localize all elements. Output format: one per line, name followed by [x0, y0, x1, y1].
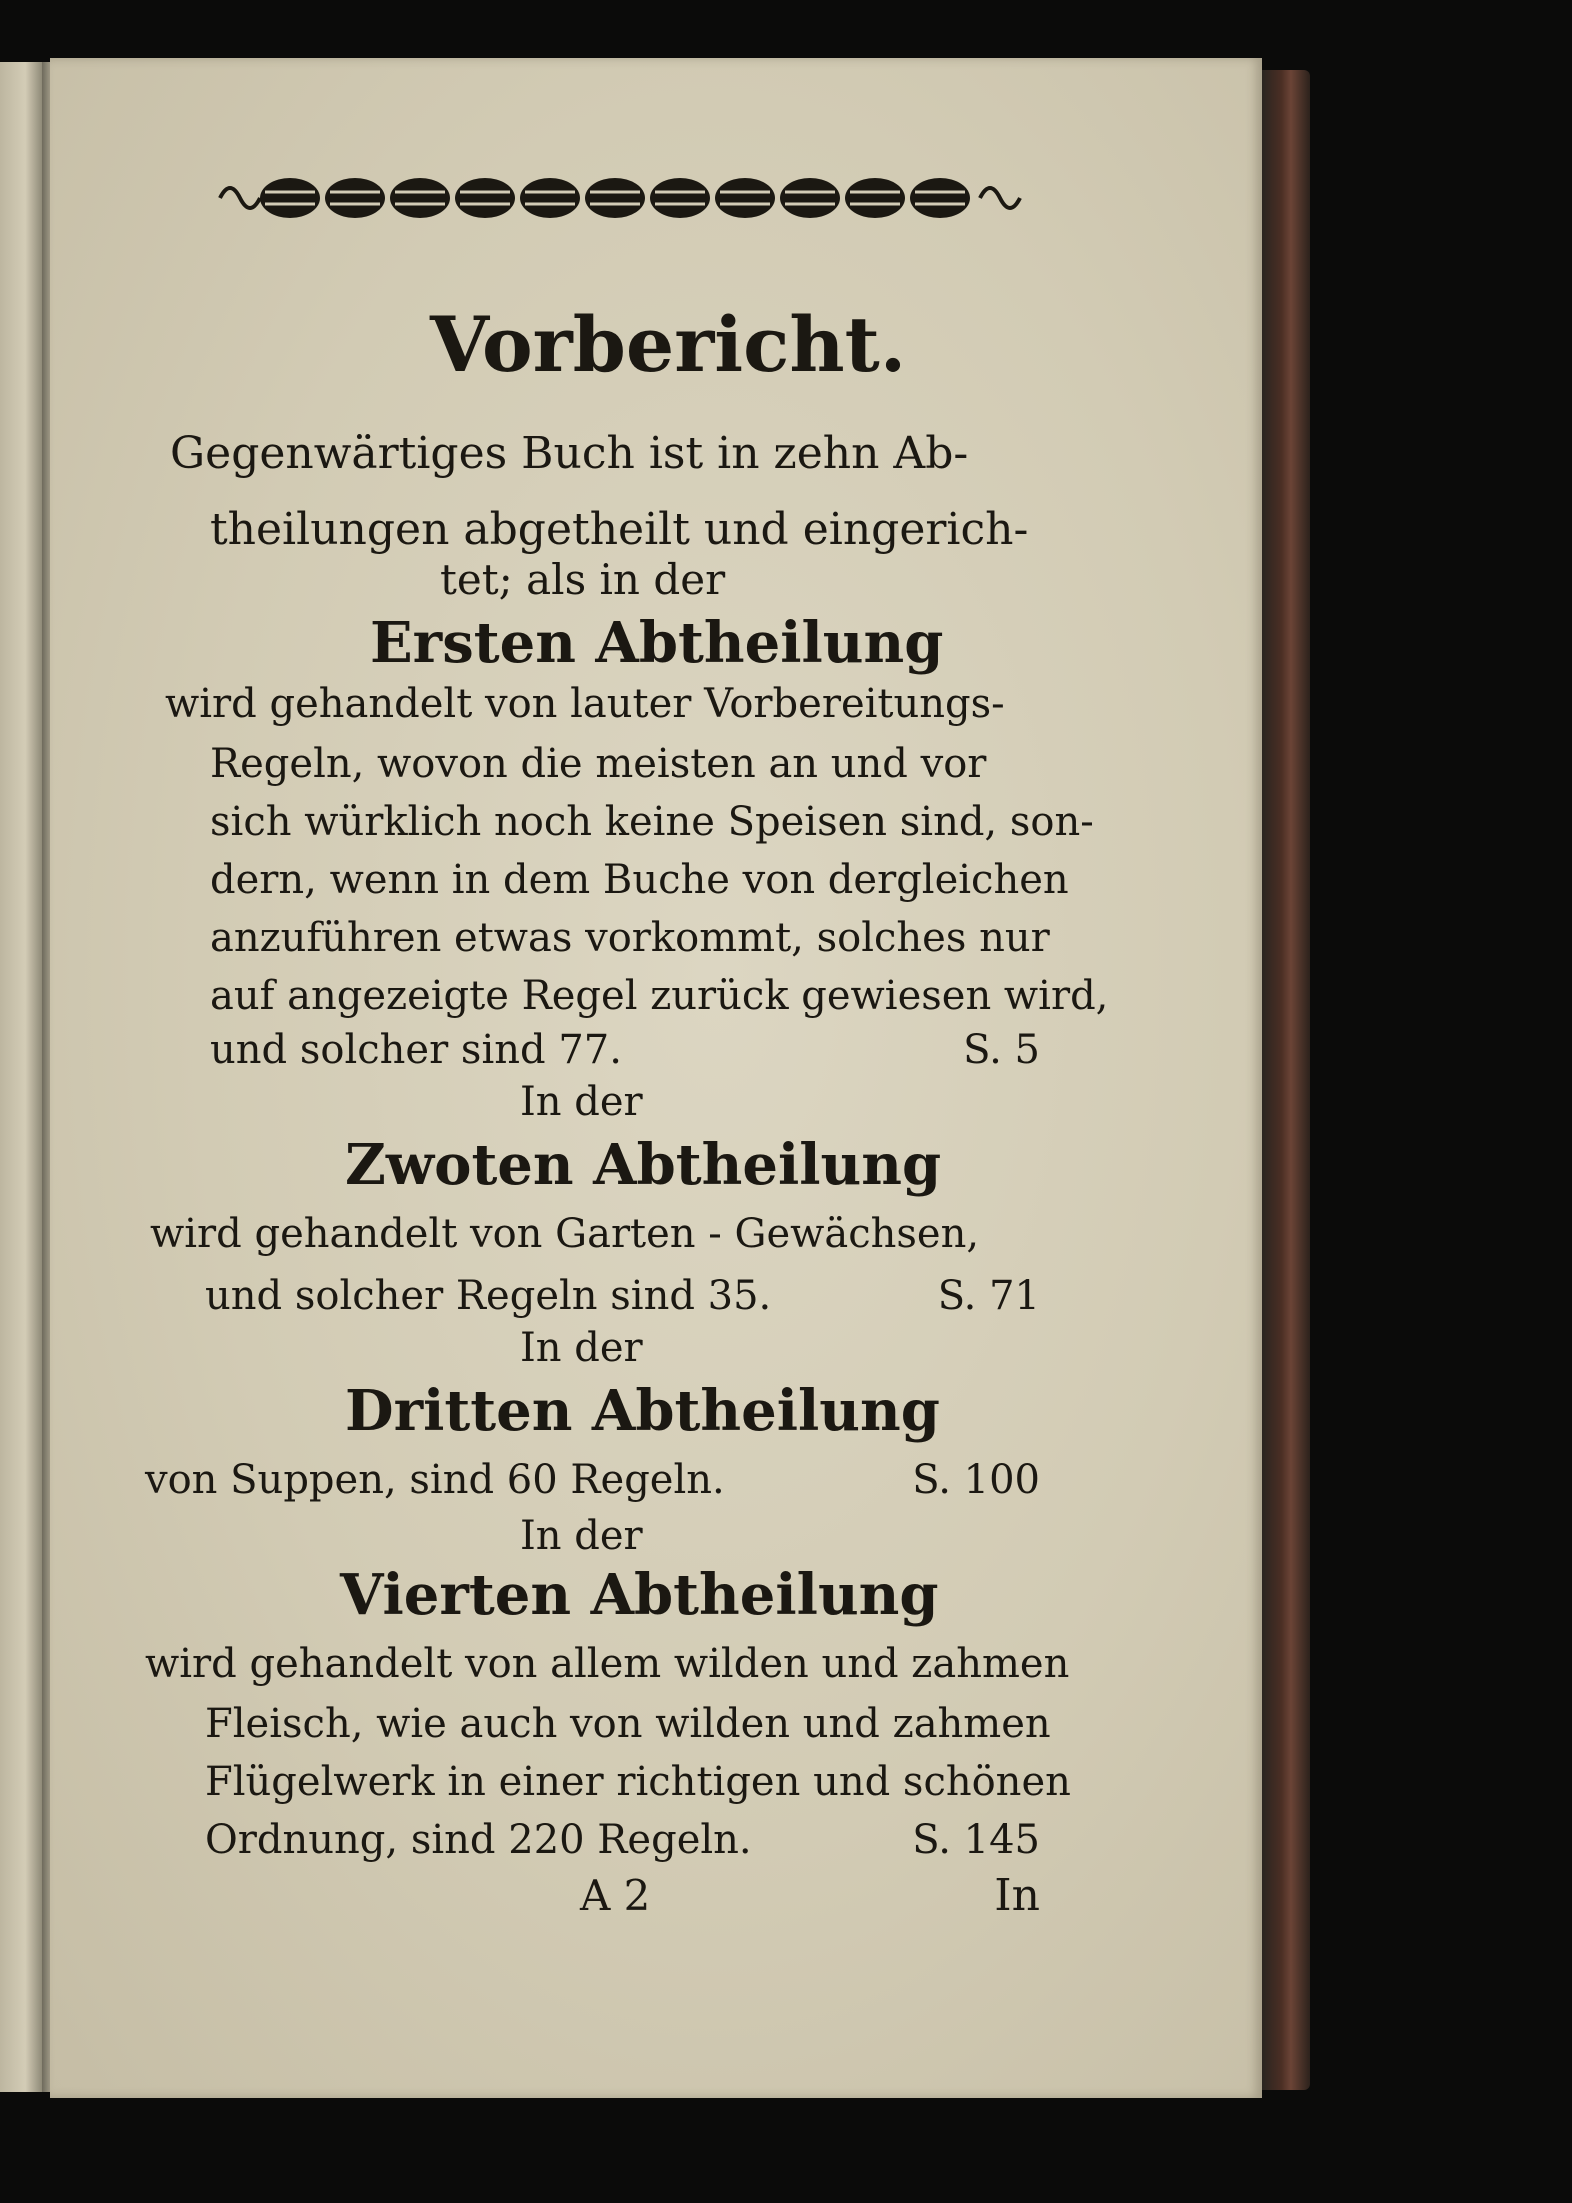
section-line: anzuführen etwas vorkommt, solches nur — [210, 915, 1050, 961]
section-heading: Ersten Abtheilung — [370, 610, 944, 676]
section-line: wird gehandelt von lauter Vorbereitungs- — [165, 681, 1005, 727]
section-line: Ordnung, sind 220 Regeln. — [205, 1817, 752, 1863]
section-line: sich würklich noch keine Speisen sind, son- — [210, 799, 1094, 845]
section-line: wird gehandelt von allem wilden und zahmen — [145, 1641, 1070, 1687]
decorative-header-ornament — [210, 170, 1030, 226]
page-title: Vorbericht. — [430, 300, 907, 389]
section-heading: Dritten Abtheilung — [345, 1378, 940, 1444]
page-reference: S. 145 — [912, 1817, 1040, 1863]
page-reference: S. 100 — [912, 1457, 1040, 1503]
book-spine-edge — [1262, 70, 1310, 2090]
intro-line: tet; als in der — [440, 555, 726, 604]
intro-line: Gegenwärtiges Buch ist in zehn Ab- — [170, 428, 969, 479]
section-line: Fleisch, wie auch von wilden und zahmen — [205, 1701, 1051, 1747]
section-line: und solcher sind 77. — [210, 1027, 622, 1073]
page-reference: S. 71 — [937, 1273, 1040, 1319]
section-line: Regeln, wovon die meisten an und vor — [210, 741, 987, 787]
section-prefix: In der — [520, 1079, 643, 1125]
section-line: von Suppen, sind 60 Regeln. — [145, 1457, 725, 1503]
section-prefix: In der — [520, 1325, 643, 1371]
page-reference: S. 5 — [963, 1027, 1040, 1073]
section-line: wird gehandelt von Garten - Gewächsen, — [150, 1211, 980, 1257]
catchword: In — [994, 1870, 1040, 1921]
section-line: und solcher Regeln sind 35. — [205, 1273, 772, 1319]
section-line: dern, wenn in dem Buche von dergleichen — [210, 857, 1069, 903]
section-line: Flügelwerk in einer richtigen und schönen — [205, 1759, 1071, 1805]
signature-mark: A 2 — [580, 1871, 651, 1920]
section-heading: Vierten Abtheilung — [340, 1562, 939, 1628]
section-line: auf angezeigte Regel zurück gewiesen wird, — [210, 973, 1109, 1019]
section-prefix: In der — [520, 1513, 643, 1559]
facing-page-edge — [0, 62, 42, 2092]
section-heading: Zwoten Abtheilung — [345, 1132, 942, 1198]
intro-line: theilungen abgetheilt und eingerich- — [210, 504, 1029, 555]
